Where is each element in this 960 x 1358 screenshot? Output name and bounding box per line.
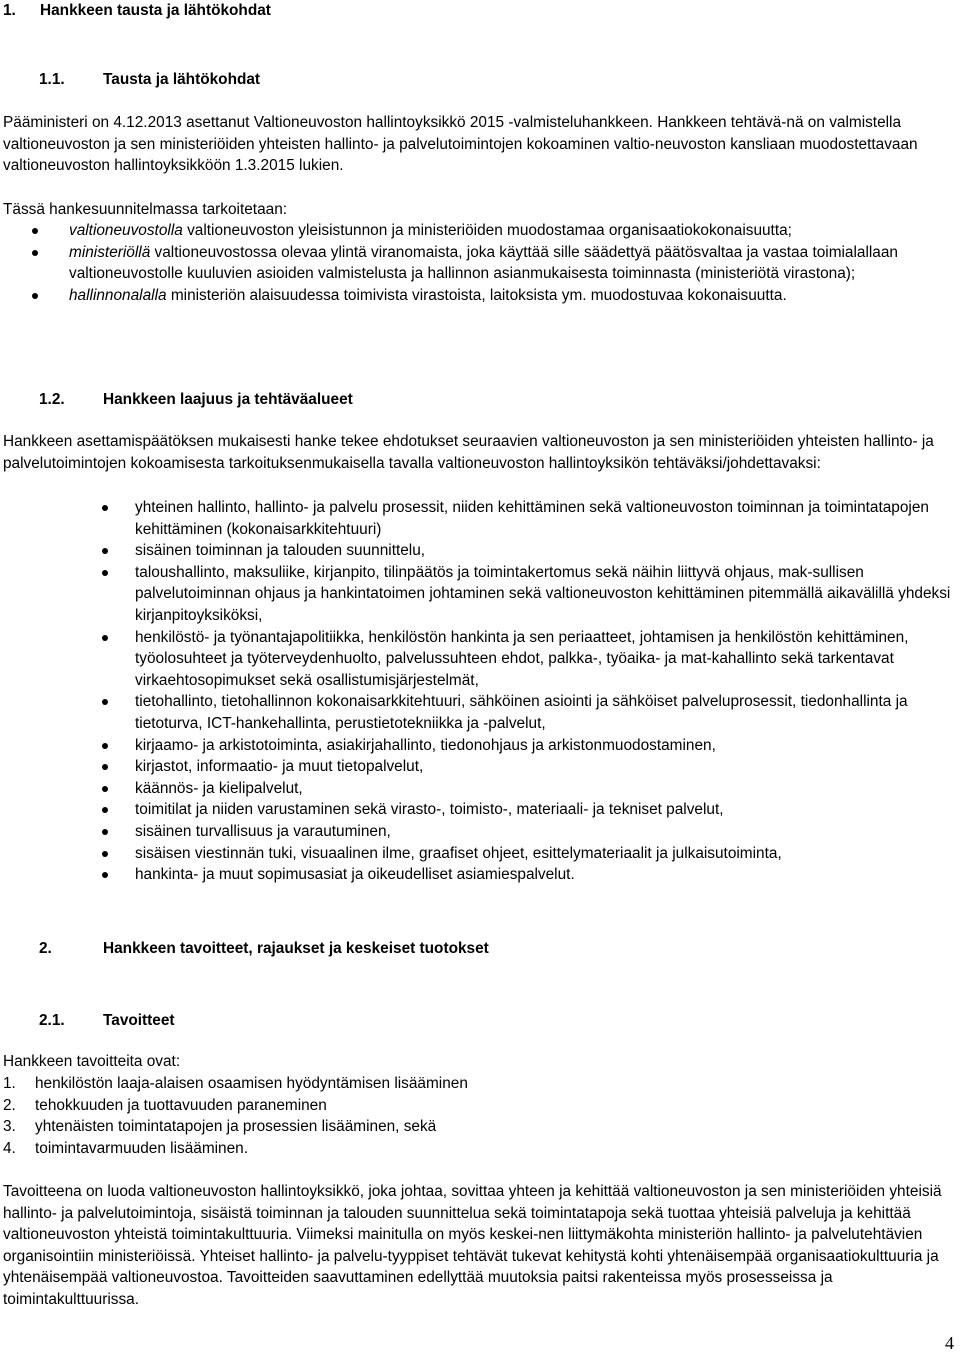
list-item: tietohallinto, tietohallinnon kokonaisarkkitehtuuri, sähköinen asiointi ja sähköiset palveluprosessit, tiedonhallinta ja tietoturva, ICT-hankehallinta, perustietotekniikka ja -palvelut, xyxy=(39,691,959,734)
list-item: 1. henkilöstön laaja-alaisen osaamisen hyödyntämisen lisääminen xyxy=(3,1075,468,1092)
list-item: 2. tehokkuuden ja tuottavuuden paraneminen xyxy=(3,1096,327,1114)
heading-title: Hankkeen laajuus ja tehtäväalueet xyxy=(103,391,353,408)
list-item: yhteinen hallinto, hallinto- ja palvelu prosessit, niiden kehittäminen sekä valtioneuvoston toiminnan ja toimintatapojen kehittäminen (kokonaisarkkitehtuuri) xyxy=(39,497,959,540)
list-item: sisäisen viestinnän tuki, visuaalinen ilme, graafiset ohjeet, esittelymateriaalit ja julkaisutoiminta, xyxy=(39,843,959,865)
list-item: valtioneuvostolla valtioneuvoston yleisistunnon ja ministeriöiden muodostamaa organisaatiokokonaisuutta; xyxy=(3,220,958,242)
list-item: kirjastot, informaatio- ja muut tietopalvelut, xyxy=(39,756,959,778)
heading-2 xyxy=(39,938,489,960)
paragraph-background: Pääministeri on 4.12.2013 asettanut Valtioneuvoston hallintoyksikkö 2015 -valmisteluhankkeen. Hankkeen tehtävä-nä on valmistella valtioneuvoston ja sen ministeriöiden yhteisten hallinto- ja palvelutoimintojen kokoaminen valtio-neuvoston kansliaan muodostettavaan valtioneuvoston hallintoyksikköön 1.3.2015 lukien. xyxy=(3,114,918,175)
heading-1 xyxy=(3,0,271,22)
heading-number: 2. xyxy=(39,940,52,957)
paragraph-goals-intro: Hankkeen tavoitteita ovat: xyxy=(3,1053,181,1070)
definitions-list xyxy=(3,220,958,306)
paragraph-scope: Hankkeen asettamispäätöksen mukaisesti hanke tekee ehdotukset seuraavien valtioneuvoston ja sen ministeriöiden yhteisten hallinto- ja palvelutoimintojen kokoamisesta tarkoituksenmukaisella tavalla valtioneuvoston hallintoyksikön tehtäväksi/johdettavaksi: xyxy=(3,433,934,472)
list-item: kirjaamo- ja arkistotoiminta, asiakirjahallinto, tiedonohjaus ja arkistonmuodostaminen, xyxy=(39,735,959,757)
heading-title: Tausta ja lähtökohdat xyxy=(103,71,261,88)
list-item: hallinnonalalla ministeriön alaisuudessa toimivista virastoista, laitoksista ym. muodostuvaa kokonaisuutta. xyxy=(3,285,958,307)
heading-number: 1.2. xyxy=(39,391,65,408)
heading-title: Hankkeen tausta ja lähtökohdat xyxy=(40,2,271,19)
heading-2-1 xyxy=(39,1010,175,1032)
heading-number: 1.1. xyxy=(39,71,65,88)
list-item: 3. yhtenäisten toimintatapojen ja prosessien lisääminen, sekä xyxy=(3,1118,437,1136)
heading-1-1 xyxy=(39,69,260,91)
list-item: sisäinen toiminnan ja talouden suunnittelu, xyxy=(39,540,959,562)
heading-title: Tavoitteet xyxy=(103,1012,175,1029)
list-item: käännös- ja kielipalvelut, xyxy=(39,778,959,800)
list-item: taloushallinto, maksuliike, kirjanpito, tilinpäätös ja toimintakertomus sekä näihin liittyvä ohjaus, mak-sullisen palvelutoiminnan ohjaus ja hankintatoimen johtaminen sekä valtioneuvoston kehittäminen pitemmällä aikavälillä yhdeksi kirjanpitoyksiköksi, xyxy=(39,562,959,627)
heading-number: 2.1. xyxy=(39,1012,65,1029)
heading-number: 1. xyxy=(3,2,16,19)
task-areas-list xyxy=(39,497,959,886)
goals-list xyxy=(3,1073,903,1159)
page-number: 4 xyxy=(945,1333,954,1353)
list-item: 4. toimintavarmuuden lisääminen. xyxy=(3,1139,249,1157)
paragraph-definitions-intro: Tässä hankesuunnitelmassa tarkoitetaan: xyxy=(3,201,288,218)
paragraph-goals: Tavoitteena on luoda valtioneuvoston hallintoyksikkö, joka johtaa, sovittaa yhteen ja kehittää valtioneuvoston ja sen ministeriöiden yhteisiä hallinto- ja palvelutoimintoja, sisäistä toiminnan ja talouden suunnittelua sekä toimintatapoja sekä tuottaa yhteisiä palveluja ja kehittää valtioneuvoston yhteistä toimintakulttuuria. Viimeksi mainitulla on myös keskei-nen liittymäkohta ministeriön hallinto- ja palvelutehtävien organisointiin ministeriöissä. Yhteiset hallinto- ja palvelu-tyyppiset tehtävät tukevat kehitystä kohti yhtenäisempää organisaatiokulttuuria ja yhtenäisempää valtioneuvostoa. Tavoitteiden saavuttaminen edellyttää muutoksia paitsi rakenteissa myös prosesseissa ja toimintakulttuurissa. xyxy=(3,1183,942,1308)
list-item: henkilöstö- ja työnantajapolitiikka, henkilöstön hankinta ja sen periaatteet, johtamisen ja henkilöstön kehittäminen, työolosuhteet ja työterveydenhuolto, palvelussuhteen ehdot, palkka-, työaika- ja mat-kahallinto sekä tarkentavat virkaehtosopimukset sekä osallistumisjärjestelmät, xyxy=(39,627,959,692)
list-item: ministeriöllä valtioneuvostossa olevaa ylintä viranomaista, joka käyttää sille säädettyä päätösvaltaa ja vastaa toimialallaan valtioneuvostolle kuuluvien asioiden valmistelusta ja hallinnon asianmukaisesta toiminnasta (ministeriötä virastona); xyxy=(3,242,958,285)
heading-title: Hankkeen tavoitteet, rajaukset ja keskeiset tuotokset xyxy=(103,940,489,957)
heading-1-2 xyxy=(39,389,353,411)
list-item: hankinta- ja muut sopimusasiat ja oikeudelliset asiamiespalvelut. xyxy=(39,864,959,886)
list-item: sisäinen turvallisuus ja varautuminen, xyxy=(39,821,959,843)
list-item: toimitilat ja niiden varustaminen sekä virasto-, toimisto-, materiaali- ja tekniset palvelut, xyxy=(39,799,959,821)
